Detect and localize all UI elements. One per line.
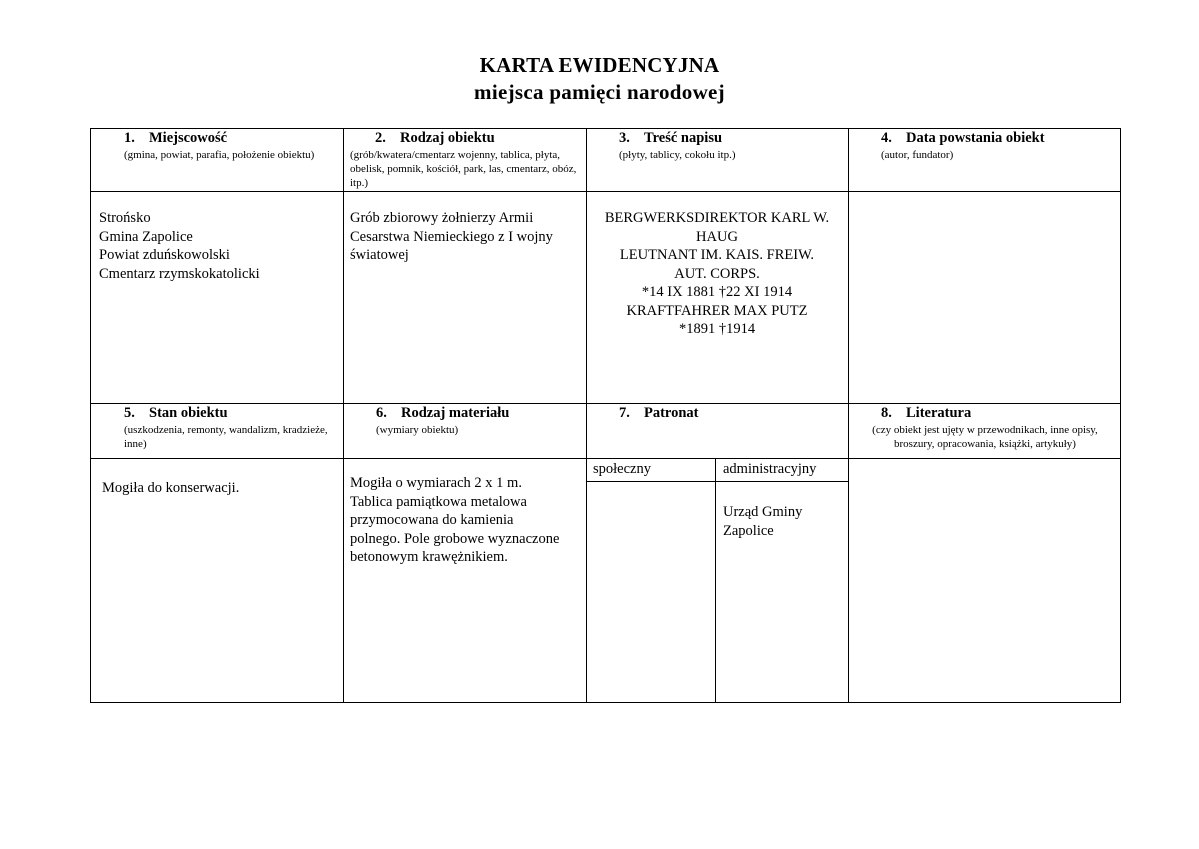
section-header-locality <box>124 130 339 162</box>
content-line: betonowym krawężnikiem. <box>350 549 508 565</box>
document-title: KARTA EWIDENCYJNA <box>479 53 720 77</box>
content-line: Tablica pamiątkowa metalowa <box>350 493 527 510</box>
table-border-left <box>90 128 91 703</box>
table-row-divider <box>90 191 1121 192</box>
section-number: 6. <box>376 405 387 421</box>
inscription-content <box>587 209 847 339</box>
patronat-column-divider <box>715 458 716 703</box>
section-title: Rodzaj obiektu <box>400 130 495 146</box>
section-header-literature <box>853 405 1117 451</box>
section-header-patronage <box>619 405 844 422</box>
section-title: Rodzaj materiału <box>401 405 510 421</box>
content-line: Grób zbiorowy żołnierzy Armii <box>350 210 534 226</box>
table-border-top <box>90 128 1121 129</box>
section-title: Stan obiektu <box>149 405 228 421</box>
content-line: Mogiła do konserwacji. <box>102 480 240 496</box>
section-header-inscription <box>619 130 844 162</box>
section-hint: (wymiary obiektu) <box>376 424 459 436</box>
section-title: Miejscowość <box>149 130 228 146</box>
content-line: polnego. Pole grobowe wyznaczone <box>350 530 560 547</box>
content-line: Mogiła o wymiarach 2 x 1 m. <box>350 475 522 491</box>
content-line: światowej <box>350 247 409 263</box>
section-number: 3. <box>619 130 630 146</box>
section-number: 5. <box>124 405 135 421</box>
content-line: Zapolice <box>723 522 774 539</box>
content-line: Strońsko <box>99 210 151 226</box>
table-row-divider <box>90 403 1121 404</box>
section-title: Literatura <box>906 405 972 421</box>
content-line: KRAFTFAHRER MAX PUTZ <box>626 302 808 319</box>
table-row-divider <box>90 458 1121 459</box>
section-header-object-type <box>350 130 580 190</box>
table-column-divider <box>343 128 344 703</box>
content-line: *1891 †1914 <box>678 321 756 337</box>
material-content <box>350 474 584 567</box>
content-line: HAUG <box>696 228 738 245</box>
content-line: AUT. CORPS. <box>674 265 760 282</box>
content-line: LEUTNANT IM. KAIS. FREIW. <box>619 247 815 263</box>
section-header-condition <box>124 405 339 451</box>
section-title: Patronat <box>644 405 699 421</box>
table-column-divider <box>848 128 849 703</box>
content-line: przymocowana do kamienia <box>350 512 514 528</box>
section-header-material <box>376 405 581 437</box>
section-number: 8. <box>881 405 892 421</box>
object-type-content <box>350 209 582 265</box>
content-line: Cmentarz rzymskokatolicki <box>99 265 260 282</box>
content-line: BERGWERKSDIREKTOR KARL W. <box>604 210 830 226</box>
section-hint: (uszkodzenia, remonty, wandalizm, kradzieże, inne) <box>124 424 328 450</box>
locality-content <box>99 209 339 283</box>
content-line: Gmina Zapolice <box>99 228 193 245</box>
patronat-subheader-divider <box>586 481 848 482</box>
section-hint: (grób/kwatera/cmentarz wojenny, tablica, płyta, obelisk, pomnik, kościół, park, las, cmentarz, obóz, itp.) <box>350 149 577 189</box>
section-number: 2. <box>375 130 386 146</box>
section-hint: (czy obiekt jest ujęty w przewodnikach, inne opisy, broszury, opracowania, książki, artykuły) <box>872 424 1098 450</box>
table-border-bottom <box>90 702 1121 703</box>
section-number: 1. <box>124 130 135 146</box>
content-line: Urząd Gminy <box>723 504 803 520</box>
content-line: Cesarstwa Niemieckiego z I wojny <box>350 228 553 245</box>
section-hint: (płyty, tablicy, cokołu itp.) <box>619 149 736 161</box>
section-title: Data powstania obiekt <box>906 130 1045 146</box>
section-number: 7. <box>619 405 630 421</box>
section-header-creation-date <box>881 130 1117 162</box>
patronage-social-label: społeczny <box>593 461 651 477</box>
content-line: *14 IX 1881 †22 XI 1914 <box>641 284 793 300</box>
table-border-right <box>1120 128 1121 703</box>
patronage-admin-label: administracyjny <box>723 461 817 477</box>
section-title: Treść napisu <box>644 130 723 146</box>
content-line: Powiat zduńskowolski <box>99 247 230 263</box>
document-subtitle: miejsca pamięci narodowej <box>474 80 725 104</box>
patronage-admin-content <box>723 503 847 540</box>
section-number: 4. <box>881 130 892 146</box>
section-hint: (gmina, powiat, parafia, położenie obiektu) <box>124 149 315 161</box>
section-hint: (autor, fundator) <box>881 149 954 161</box>
condition-content <box>102 479 338 498</box>
